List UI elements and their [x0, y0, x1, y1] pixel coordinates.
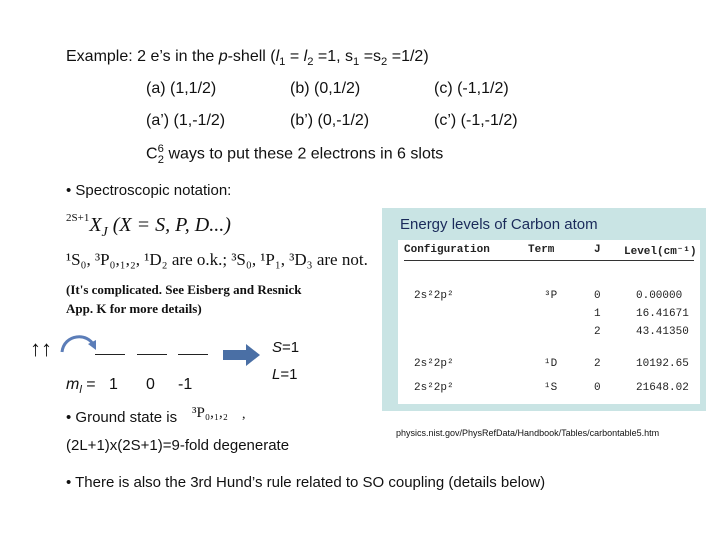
total-orbital	[272, 366, 297, 383]
note-line-2: App. K for more details)	[66, 301, 202, 316]
combo-sup: 6	[157, 143, 164, 155]
curved-arrow-icon	[58, 330, 98, 356]
title-text: =s	[359, 48, 382, 65]
ml-m: m	[66, 376, 80, 393]
ml-sub: l	[79, 384, 82, 397]
total-spin	[272, 339, 299, 356]
table-cell: 2	[594, 358, 601, 370]
degeneracy-text: (2L+1)x(2S+1)=9-fold degenerate	[66, 437, 290, 454]
table-cell: 43.41350	[636, 326, 689, 338]
right-arrow-icon	[222, 343, 262, 367]
table-cell: 0	[594, 290, 601, 302]
title-sub: 1	[353, 56, 360, 69]
table-cell: ³P	[544, 290, 558, 302]
title-l2: l	[303, 48, 308, 65]
title-text: Example: 2 e’s in the	[66, 48, 219, 65]
ml-value: -1	[178, 376, 193, 393]
title-text: =	[285, 48, 304, 65]
hund-rule-bullet: • There is also the 3rd Hund’s rule related to SO coupling (details below)	[66, 474, 546, 491]
table-cell: ¹D	[544, 358, 558, 370]
state-a-prime: (a’) (1,-1/2)	[146, 112, 226, 129]
table-cell: 1	[594, 308, 601, 320]
orbital-slot	[95, 354, 125, 355]
combo-c: C	[146, 145, 158, 163]
table-cell: 10192.65	[636, 358, 689, 370]
state-c: (c) (-1,1/2)	[434, 80, 509, 97]
col-header-term: Term	[528, 244, 555, 256]
ml-value: 1	[109, 376, 118, 393]
combo-text: ways to put these 2 electrons in 6 slots	[164, 145, 444, 163]
title-l1: l	[275, 48, 280, 65]
state-c-prime: (c’) (-1,-1/2)	[434, 112, 518, 129]
nist-table	[398, 240, 700, 404]
state-b: (b) (0,1/2)	[290, 80, 361, 97]
orbital-slot	[178, 354, 208, 355]
table-cell: 2s²2p²	[414, 382, 454, 394]
spin-symbol: S	[272, 339, 283, 356]
orbital-slot	[137, 354, 167, 355]
allowed-terms: ¹S₀, ³P₀,₁,₂, ¹D₂ are o.k.; ³S₀, ¹P₁, ³D₃ are not.	[66, 250, 368, 269]
col-header-level: Level(cm⁻¹)	[624, 246, 697, 258]
formula-rest: (X = S, P, D...)	[107, 214, 231, 236]
orbital-value: =1	[280, 366, 298, 383]
ground-state-label: • Ground state is	[66, 409, 178, 426]
panel-title: Energy levels of Carbon atom	[400, 216, 598, 233]
combo-sub: 2	[157, 153, 165, 166]
energy-levels-panel	[382, 208, 706, 411]
spectro-formula	[66, 212, 231, 241]
title-sub: 2	[381, 56, 388, 69]
table-cell: ¹S	[544, 382, 558, 394]
title-text: =1/2)	[387, 48, 429, 65]
table-cell: 16.41671	[636, 308, 689, 320]
header-rule	[404, 260, 694, 261]
table-cell: 0.00000	[636, 290, 683, 302]
title-p: p	[218, 48, 228, 65]
formula-j: J	[101, 225, 108, 240]
spectro-bullet: • Spectroscopic notation:	[66, 182, 232, 199]
title-sub: 1	[279, 56, 286, 69]
slide-title	[66, 48, 429, 68]
note-line-1: (It's complicated. See Eisberg and Resnick	[66, 282, 302, 297]
title-text: =1, s	[313, 48, 354, 65]
title-sub: 2	[307, 56, 314, 69]
col-header-configuration: Configuration	[404, 244, 490, 256]
ml-label	[66, 376, 96, 396]
spin-value: =1	[282, 339, 300, 356]
ml-eq: =	[81, 376, 96, 393]
spin-up-arrows: ↑↑	[30, 336, 52, 361]
ground-state-symbol: ³P₀,₁,₂	[192, 405, 229, 421]
table-cell: 2s²2p²	[414, 358, 454, 370]
formula-superscript: 2S+1	[66, 212, 90, 224]
ml-value: 0	[146, 376, 155, 393]
title-text: -shell (	[227, 48, 276, 65]
col-header-j: J	[594, 244, 601, 256]
state-a: (a) (1,1/2)	[146, 80, 217, 97]
ground-state-comma: ,	[242, 407, 246, 422]
table-cell: 2	[594, 326, 601, 338]
orbital-symbol: L	[272, 366, 281, 383]
table-cell: 2s²2p²	[414, 290, 454, 302]
table-cell: 21648.02	[636, 382, 689, 394]
combination-line	[146, 143, 443, 166]
state-b-prime: (b’) (0,-1/2)	[290, 112, 370, 129]
formula-x: X	[89, 214, 102, 236]
source-url: physics.nist.gov/PhysRefData/Handbook/Tables/carbontable5.htm	[396, 428, 660, 438]
table-cell: 0	[594, 382, 601, 394]
